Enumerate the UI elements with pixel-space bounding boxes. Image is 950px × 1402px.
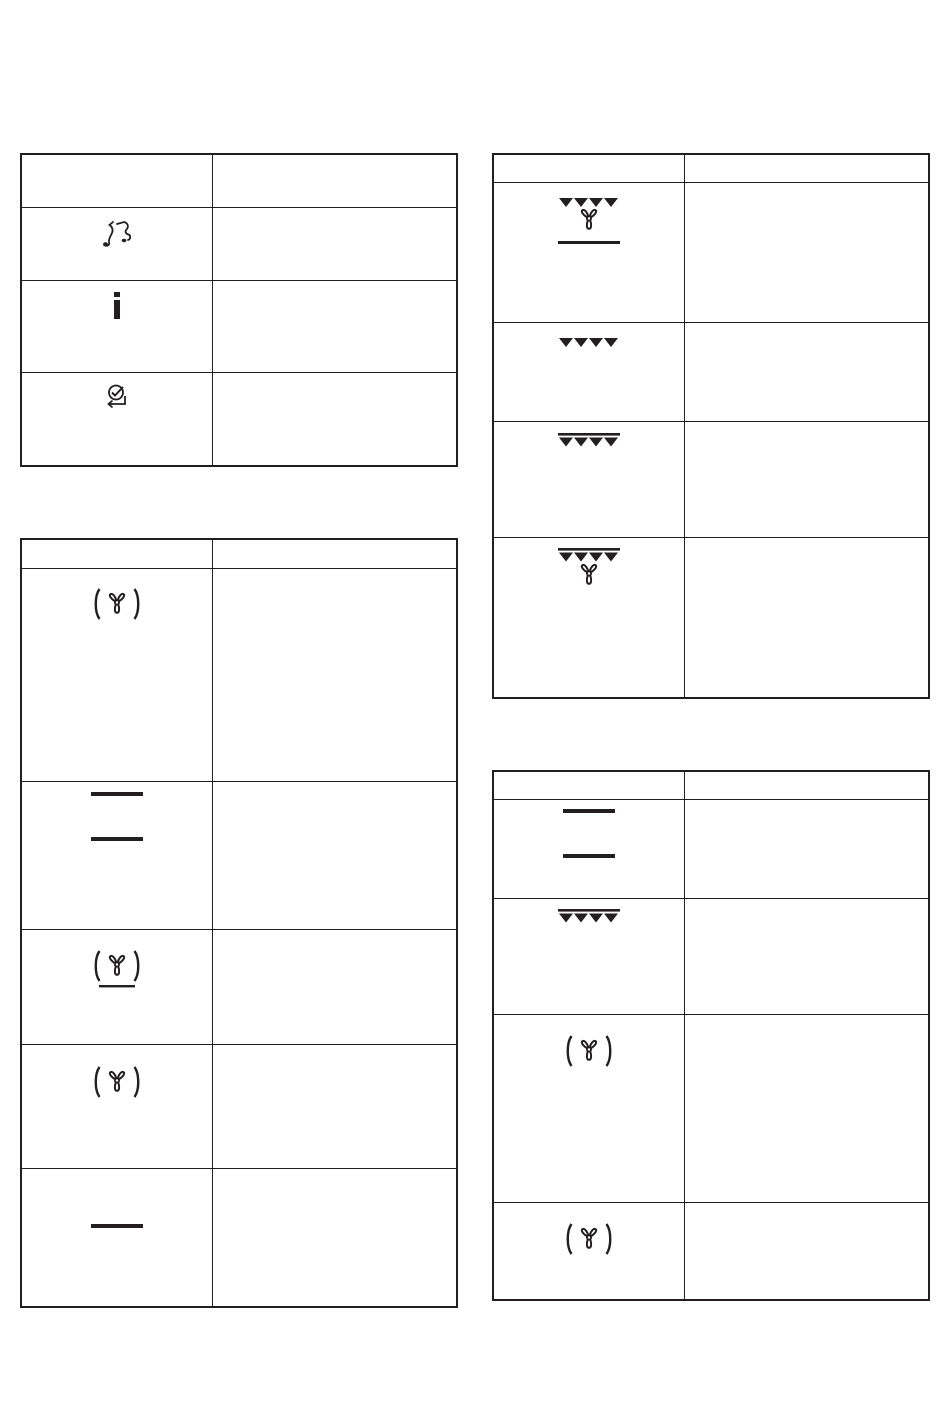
triangles-topbar-icon (558, 433, 620, 449)
description-cell (685, 899, 928, 1014)
table-row (494, 898, 928, 1014)
table-row (494, 421, 928, 537)
header-cell-description (685, 772, 928, 799)
table-row (494, 322, 928, 421)
description-cell (213, 1169, 456, 1306)
triangles-icon (558, 337, 620, 349)
info-i-icon (111, 292, 123, 320)
fan-mode-table-left (20, 538, 458, 1308)
symbol-cell (494, 323, 685, 421)
description-cell (685, 800, 928, 898)
description-cell (213, 281, 456, 372)
description-cell (213, 1045, 456, 1168)
header-cell-description (213, 155, 456, 207)
symbol-cell (22, 569, 213, 781)
header-cell-symbol (494, 772, 685, 799)
table-row (494, 537, 928, 697)
symbol-cell (494, 183, 685, 322)
table-header-row (494, 155, 928, 182)
fan-in-brackets-icon (565, 1034, 613, 1068)
triangles-fan-bar-icon (558, 197, 620, 245)
double-bar-icon (563, 809, 615, 859)
table-header-row (22, 155, 456, 207)
table-row (494, 799, 928, 898)
table-row (494, 1014, 928, 1202)
table-row (22, 372, 456, 465)
fan-in-brackets-icon (565, 1222, 613, 1256)
heating-mode-table (492, 153, 930, 699)
symbol-cell (22, 782, 213, 929)
symbol-cell (494, 538, 685, 697)
header-cell-symbol (22, 155, 213, 207)
description-cell (685, 1015, 928, 1202)
description-cell (685, 183, 928, 322)
triangles-topbar-icon (558, 909, 620, 925)
header-cell-description (213, 540, 456, 568)
header-cell-symbol (22, 540, 213, 568)
fan-mode-table-right (492, 770, 930, 1301)
table-header-row (22, 540, 456, 568)
symbol-cell (22, 930, 213, 1044)
table-row (22, 207, 456, 280)
music-notes-icon (100, 220, 134, 248)
table-row (494, 182, 928, 322)
symbol-cell (22, 208, 213, 280)
symbol-cell (22, 281, 213, 372)
symbol-cell (494, 1015, 685, 1202)
symbol-cell (494, 1203, 685, 1299)
description-cell (685, 422, 928, 537)
fan-in-brackets-icon (93, 587, 141, 621)
description-cell (685, 538, 928, 697)
header-cell-symbol (494, 155, 685, 182)
info-symbols-table (20, 153, 458, 467)
single-bar-icon (91, 1224, 143, 1229)
symbol-cell (22, 1045, 213, 1168)
header-cell-description (685, 155, 928, 182)
table-row (22, 929, 456, 1044)
symbol-cell (494, 422, 685, 537)
description-cell (213, 373, 456, 465)
symbol-cell (22, 1169, 213, 1306)
table-row (22, 781, 456, 929)
symbol-cell (22, 373, 213, 465)
description-cell (213, 208, 456, 280)
description-cell (685, 323, 928, 421)
symbol-cell (494, 899, 685, 1014)
table-row (494, 1202, 928, 1299)
double-bar-icon (91, 792, 143, 842)
table-row (22, 568, 456, 781)
table-row (22, 1044, 456, 1168)
triangles-topbar-fan-icon (558, 548, 620, 594)
table-row (22, 280, 456, 372)
symbol-cell (494, 800, 685, 898)
check-return-icon (103, 384, 131, 410)
fan-in-brackets-underline-icon (93, 949, 141, 989)
table-header-row (494, 772, 928, 799)
description-cell (213, 569, 456, 781)
description-cell (213, 782, 456, 929)
fan-in-brackets-icon (93, 1065, 141, 1099)
table-row (22, 1168, 456, 1306)
description-cell (685, 1203, 928, 1299)
description-cell (213, 930, 456, 1044)
